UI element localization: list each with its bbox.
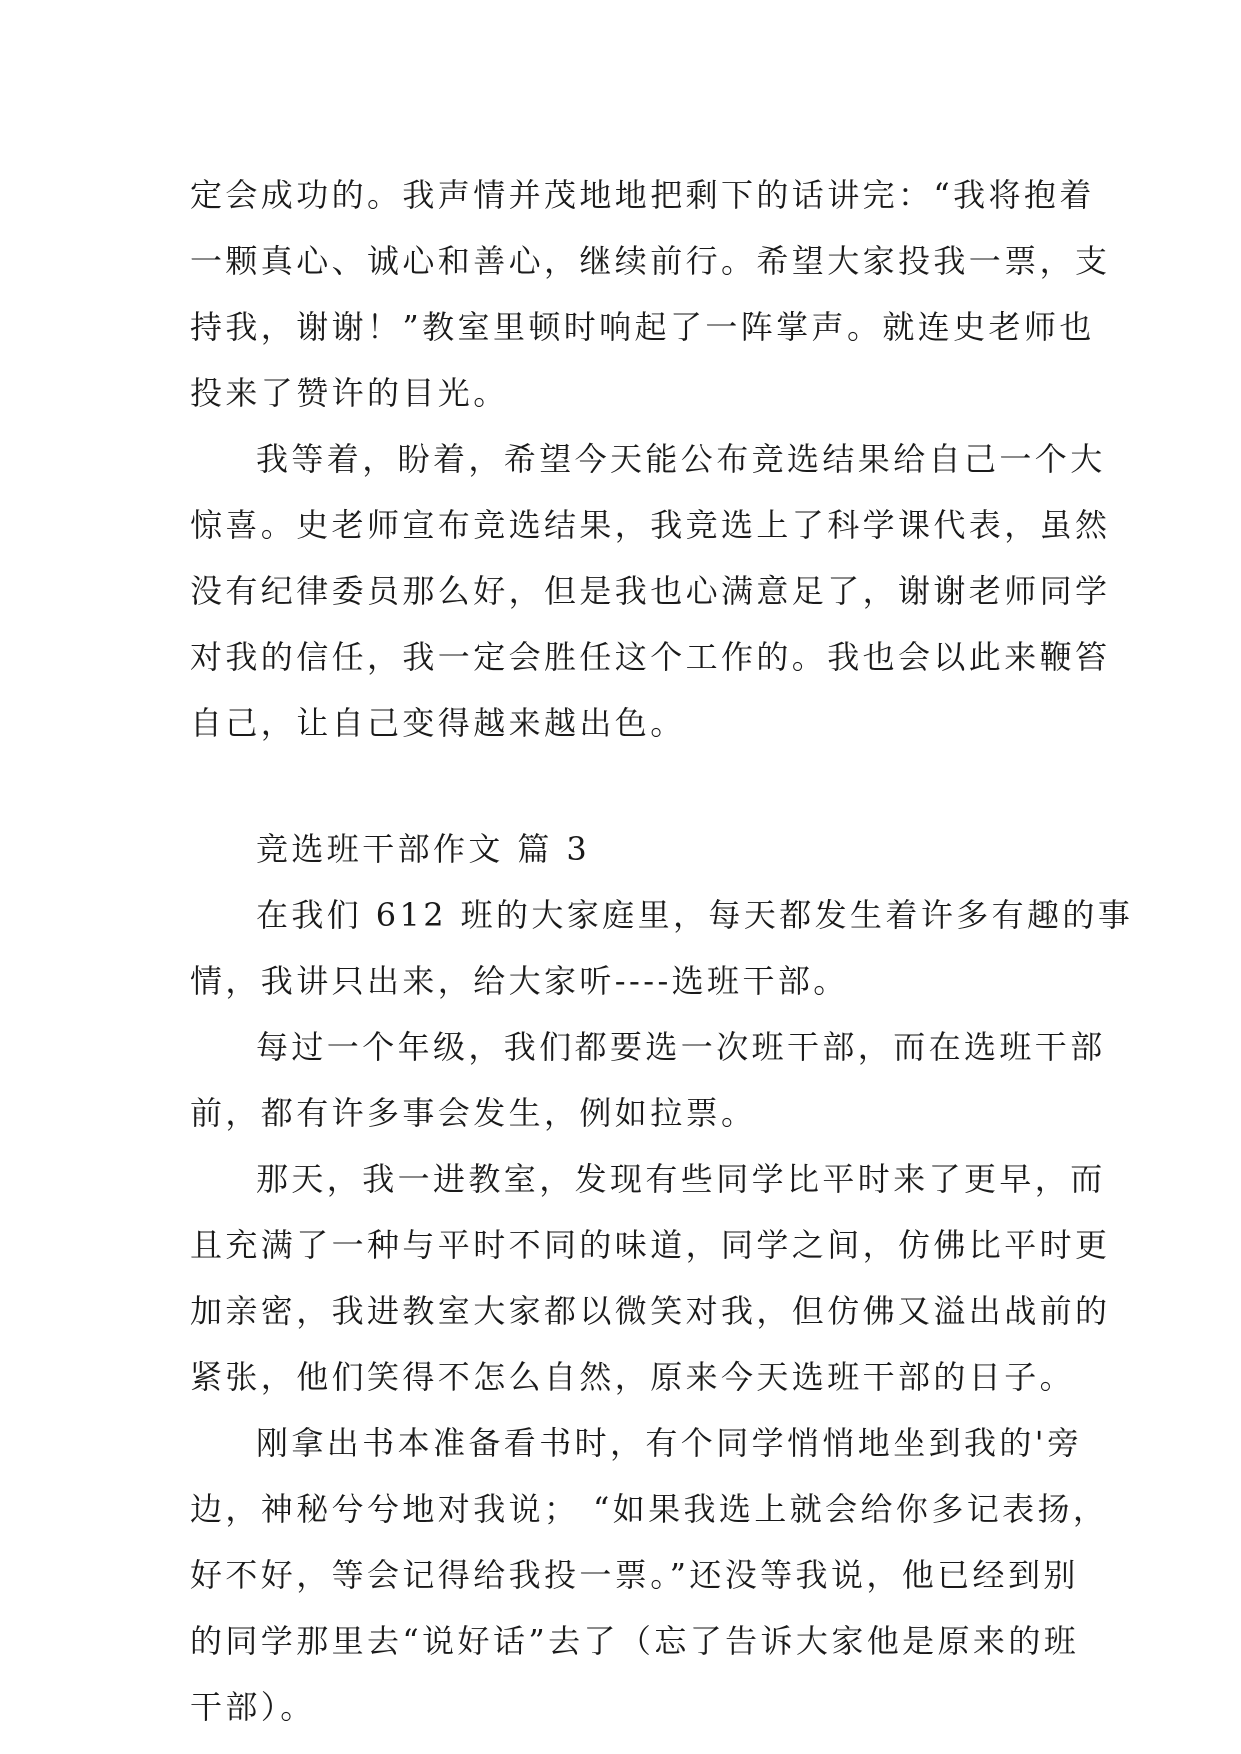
text-line: 的同学那里去“说好话”去了（忘了告诉大家他是原来的班 [190,1622,1080,1660]
text-line: 边，神秘兮兮地对我说； “如果我选上就会给你多记表扬， [190,1490,1109,1528]
text-line: 一颗真心、诚心和善心，继续前行。希望大家投我一票，支 [190,242,1111,280]
heading-line: 竞选班干部作文 篇 3 [256,830,591,868]
text-line: 持我，谢谢！”教室里顿时响起了一阵掌声。就连史老师也 [190,308,1095,346]
text-line: 在我们 612 班的大家庭里，每天都发生着许多有趣的事 [256,896,1134,934]
text-line: 干部）。 [190,1688,316,1726]
paragraph [190,1014,1106,1146]
text-line: 加亲密，我进教室大家都以微笑对我，但仿佛又溢出战前的 [190,1292,1111,1330]
text-line: 对我的信任，我一定会胜任这个工作的。我也会以此来鞭笞 [190,638,1111,676]
paragraph [190,882,1134,1014]
text-line: 没有纪律委员那么好，但是我也心满意足了，谢谢老师同学 [190,572,1111,610]
paragraph [190,1146,1111,1410]
text-line: 好不好，等会记得给我投一票。”还没等我说，他已经到别 [190,1556,1079,1594]
text-line: 刚拿出书本准备看书时，有个同学悄悄地坐到我的'旁 [256,1424,1083,1462]
section-heading [190,816,1070,882]
paragraph [190,162,1111,426]
text-line: 那天，我一进教室，发现有些同学比平时来了更早，而 [256,1160,1106,1198]
text-line: 投来了赞许的目光。 [190,374,509,412]
text-line: 每过一个年级，我们都要选一次班干部，而在选班干部 [256,1028,1106,1066]
document-body [190,162,1134,1740]
text-line: 惊喜。史老师宣布竞选结果，我竞选上了科学课代表，虽然 [190,506,1111,544]
text-line: 情，我讲只出来，给大家听----选班干部。 [190,962,849,1000]
text-line: 自己，让自己变得越来越出色。 [190,704,686,742]
text-line: 我等着，盼着，希望今天能公布竞选结果给自己一个大 [256,440,1106,478]
text-line: 且充满了一种与平时不同的味道，同学之间，仿佛比平时更 [190,1226,1111,1264]
paragraph [190,426,1111,756]
text-line: 紧张，他们笑得不怎么自然，原来今天选班干部的日子。 [190,1358,1076,1396]
section-gap [190,756,1070,816]
text-line: 前，都有许多事会发生，例如拉票。 [190,1094,757,1132]
text-line: 定会成功的。我声情并茂地地把剩下的话讲完：“我将抱着 [190,176,1095,214]
paragraph [190,1410,1109,1740]
